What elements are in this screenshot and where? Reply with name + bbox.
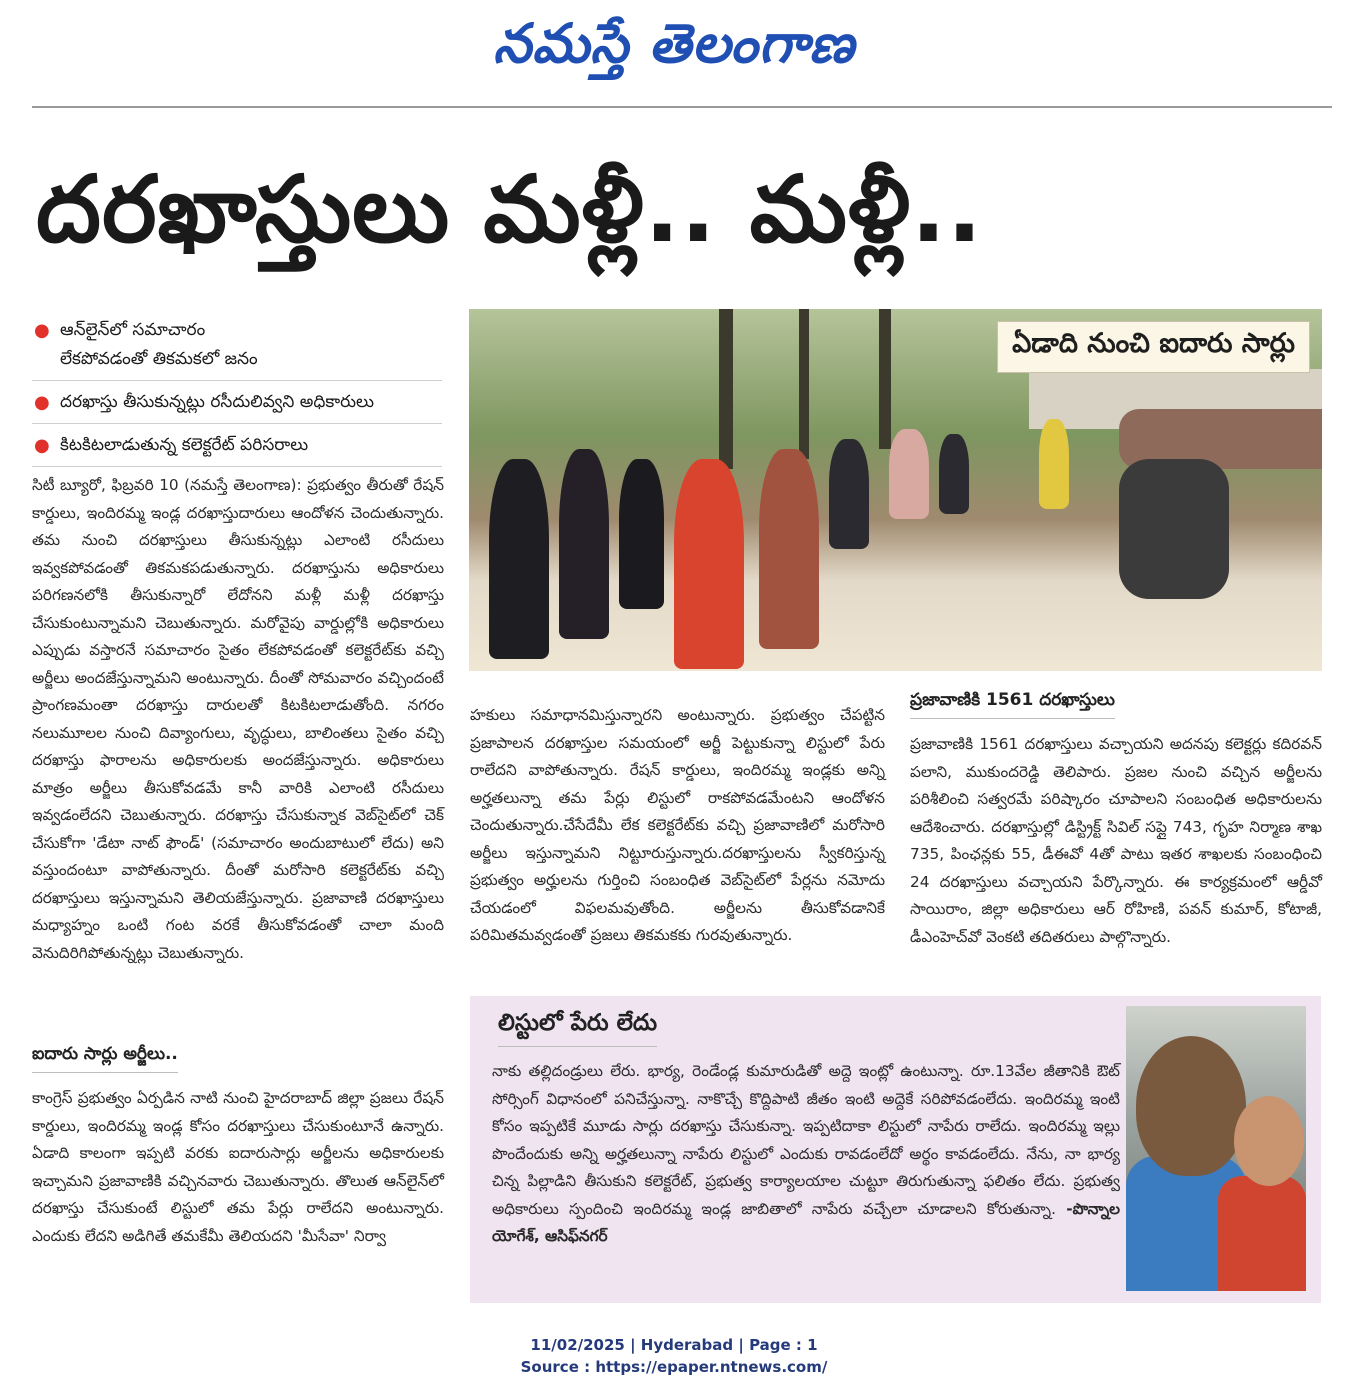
- article-left-column-2: [32, 1036, 444, 1250]
- bullet-icon: ●: [34, 435, 50, 456]
- article-right-text: ప్రజావాణికి 1561 దరఖాస్తులు వచ్చాయని అదనపు కలెక్టర్లు కదిరవన్ పలాని, ముకుందరెడ్డి తెలిపారు. ప్రజల నుంచి వచ్చిన అర్జీలను పరిశీలించి సత్వరమే పరిష్కారం చూపాలని సంబంధిత అధికారులను ఆదేశించారు. దరఖాస్తుల్లో డిస్ట్రిక్ట్ సివిల్ సప్లై 743, గృహ నిర్మాణ శాఖ 735, పింఛన్లకు 55, డీఈవో 4తో పాటు ఇతర శాఖలకు సంబంధించి 24 దరఖాస్తులు వచ్చాయని పేర్కొన్నారు. ఈ కార్యక్రమంలో ఆర్డీవో సాయిరాం, జిల్లా అధికారులు ఆర్ రోహిణి, పవన్ కుమార్, కోటాజీ, డీఎంహెచ్‌వో వెంకటి తదితరులు పాల్గొన్నారు.: [910, 735, 1322, 946]
- article-left-column: సిటీ బ్యూరో, ఫిబ్రవరి 10 (నమస్తే తెలంగాణ): ప్రభుత్వం తీరుతో రేషన్ కార్డులు, ఇందిరమ్మ ఇండ్ల దరఖాస్తుదారులు ఆందోళన చెందుతున్నారు. తమ నుంచి దరఖాస్తులు తీసుకున్నట్లు ఎలాంటి రసీదులు ఇవ్వకపోవడంతో తికమకపడుతున్నారు. దరఖాస్తును అధికారులు పరిగణనలోకి తీసుకున్నారో లేదోనని మళ్లీ మళ్లీ దరఖాస్తు చేసుకుంటున్నామని చెబుతున్నారు. మరోవైపు వార్డుల్లోకి అధికారులు ఎప్పుడు వస్తారనే సమాచారం సైతం లేకపోవడంతో కలెక్టరేట్‌కు వచ్చి అర్జీలు అందజేస్తున్నామని అంటున్నారు. దీంతో సోమవారం వచ్చిందంటే ప్రాంగణమంతా దరఖాస్తు దారులతో కిటకిటలాడుతోంది. నగరం నలుమూలల నుంచి దివ్యాంగులు, వృద్ధులు, బాలింతలు సైతం వచ్చి దరఖాస్తు ఫారాలను అధికారులకు అందజేస్తున్నారు. అధికారులు మాత్రం అర్జీలు తీసుకోవడమే కానీ వారికి ఎలాంటి రసీదులు ఇవ్వడంలేదని చెబుతున్నారు. దరఖాస్తు చేసుకున్నాక వెబ్‌సైట్‌లో చెక్ చేసుకోగా 'డేటా నాట్ ఫౌండ్' (సమాచారం అందుబాటులో లేదు) అని వస్తుందంటూ వాపోతున్నారు. దీంతో మరోసారి కలెక్టరేట్‌కు వచ్చి దరఖాస్తులు ఇస్తున్నామని తెలియజేస్తున్నారు. ప్రజావాణి దరఖాస్తులు మధ్యాహ్నం ఒంటి గంట వరకే తీసుకోవడంతో చాలా మంది వెనుదిరిగిపోతున్నట్లు చెబుతున్నారు.: [32, 476, 444, 962]
- sidebar-quote: నాకు తల్లిదండ్రులు లేరు. భార్య, రెండేండ్ల కుమారుడితో అద్దె ఇంట్లో ఉంటున్నా. రూ.13వేల జీతానికి ఔట్ సోర్సింగ్ విధానంలో పనిచేస్తున్నా. నాకొచ్చే కొద్దిపాటి జీతం ఇంటి అద్దెకే సరిపోవడంలేదు. ఇందిరమ్మ ఇంటి కోసం ఇప్పటికే మూడు సార్లు దరఖాస్తు చేసుకున్నా. ఇప్పటిదాకా లిస్టులో నాపేరు రాలేదు. ఇందిరమ్మ ఇల్లు పొందేందుకు అన్ని అర్హతలున్నా నాపేరు లిస్టులో ఎందుకు రావడంలేదో అర్థం కావడంలేదు. నేను, నా భార్య చిన్న పిల్లాడిని తీసుకుని కలెక్టరేట్, ప్రభుత్వ కార్యాలయాల చుట్టూ తిరుగుతున్నా ఫలితం లేదు. ప్రభుత్వ అధికారులు స్పందించి ఇందిరమ్మ ఇండ్ల జాబితాలో నాపేరు వచ్చేలా చూడాలని కోరుతున్నా.: [492, 1062, 1120, 1218]
- subheading-right: ప్రజావాణికి 1561 దరఖాస్తులు: [910, 690, 1115, 719]
- bullet-text: ఆన్‌లైన్‌లో సమాచారం లేకపోవడంతో తికమకలో జనం: [60, 320, 258, 369]
- masthead-divider: [32, 106, 1332, 108]
- footer-source-link[interactable]: Source : https://epaper.ntnews.com/: [520, 1358, 828, 1376]
- article-left-text-2: కాంగ్రెస్ ప్రభుత్వం ఏర్పడిన నాటి నుంచి హైదరాబాద్ జిల్లా ప్రజలు రేషన్ కార్డులు, ఇందిరమ్మ ఇండ్ల కోసం దరఖాస్తులు చేసుకుంటూనే ఉన్నారు. ఏడాది కాలంగా ఇప్పటి వరకు ఐదారుసార్లు అర్జీలను అధికారులకు ఇచ్చామని ప్రజావాణికి వచ్చినవారు చెబుతున్నారు. తొలుత ఆన్‌లైన్‌లో దరఖాస్తు చేసుకుంటే లిస్టులో తమ పేర్లు రాలేదని అంటున్నారు. ఎందుకు లేదని అడిగితే తమకేమీ తెలియదని 'మీసేవా' నిర్వా: [32, 1089, 444, 1245]
- bullet-icon: ●: [34, 392, 50, 413]
- sidebar-byline: -పొన్నాల యోగేశ్, ఆసిఫ్‌నగర్: [492, 1199, 1121, 1245]
- highlight-bullets: [32, 316, 442, 474]
- subheading-left: ఐదారు సార్లు అర్జీలు..: [32, 1044, 178, 1073]
- news-photo: [469, 309, 1322, 671]
- photo-caption: ఏడాది నుంచి ఐదారు సార్లు: [997, 321, 1310, 373]
- sidebar-text: [492, 1058, 1120, 1251]
- bullet-item: [32, 316, 442, 381]
- page-headline: దరఖాస్తులు మళ్లీ.. మళ్లీ..: [36, 156, 983, 263]
- portrait-photo: [1126, 1006, 1306, 1291]
- page-footer: [0, 1334, 1348, 1378]
- masthead-logo: నమస్తే తెలంగాణ: [493, 12, 855, 75]
- footer-date-line: 11/02/2025 | Hyderabad | Page : 1: [530, 1336, 818, 1354]
- sidebar-heading: లిస్టులో పేరు లేదు: [498, 1010, 657, 1047]
- article-right-column: [910, 690, 1322, 951]
- sidebar-box: [470, 996, 1321, 1303]
- article-middle-column: హకులు సమాధానమిస్తున్నారని అంటున్నారు. ప్రభుత్వం చేపట్టిన ప్రజాపాలన దరఖాస్తుల సమయంలో అర్జీ పెట్టుకున్నా లిస్టులో పేరు రాలేదని వాపోతున్నారు. రేషన్ కార్డులు, ఇందిరమ్మ ఇండ్లకు అన్ని అర్హతలున్నా తమ పేర్లు లిస్టులో రాకపోవడమేంటని ఆందోళన చెందుతున్నారు.చేసేదేమీ లేక కలెక్టరేట్‌కు వచ్చి ప్రజావాణిలో మరోసారి అర్జీలు ఇస్తున్నామని నిట్టూరుస్తున్నారు.దరఖాస్తులను స్వీకరిస్తున్న ప్రభుత్వం అర్హులను గుర్తించి సంబంధిత వెబ్‌సైట్‌లో పేర్లను నమోదు చేయడంలో విఫలమవుతోంది. అర్జీలను తీసుకోవడానికే పరిమితమవ్వడంతో ప్రజలు తికమకకు గురవుతున్నారు.: [470, 706, 885, 944]
- bullet-item: [32, 431, 442, 467]
- bullet-text: కిటకిటలాడుతున్న కలెక్టరేట్ పరిసరాలు: [60, 435, 309, 455]
- bullet-item: [32, 388, 442, 424]
- bullet-text: దరఖాస్తు తీసుకున్నట్లు రసీదులివ్వని అధికారులు: [60, 392, 374, 412]
- bullet-icon: ●: [34, 320, 50, 341]
